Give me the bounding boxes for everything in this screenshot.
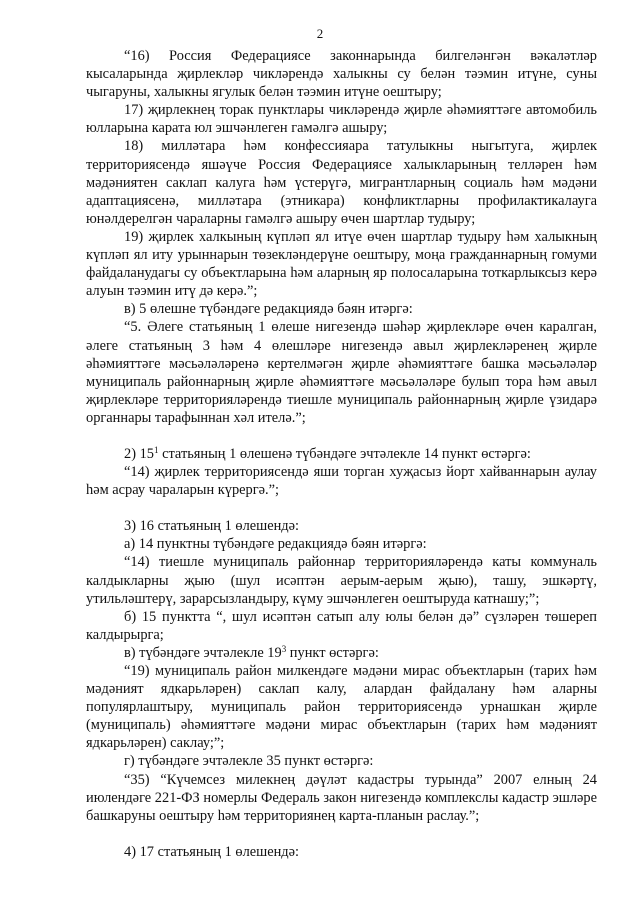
paragraph: “35) “Күчемсез милекнең дәүләт кадастры турында” 2007 елның 24 июлендәге 221-ФЗ номерлы Федераль закон нигезендә комплекслы кадастр эшләре башкаруны оештыру һәм территориянең карта-планын раслау.”; (86, 771, 597, 824)
paragraph: “16) Россия Федерациясе законнарында билгеләнгән вәкаләтләр кысаларында җирлекләр чикләрендә халыкны су белән тәэмин итүне, суны чыгаруны, халыкны ягулык белән тәэмин итүне оештыру; (86, 48, 597, 101)
paragraph-text: в) түбәндәге эчтәлекле 19 (124, 644, 282, 661)
paragraph (86, 644, 597, 662)
paragraph-text: статьяның 1 өлешенә түбәндәге эчтәлекле 14 пункт өстәргә: (158, 445, 531, 462)
paragraph: 3) 16 статьяның 1 өлешендә: (124, 518, 300, 535)
paragraph: “19) муниципаль район милкендәге мәдәни мирас объектларын (тарих һәм мәдәният ядкарьләрен) саклап калу, алардан файдалану һәм аларны популярлаштыру, муниципаль район территориясендә урнашкан җирле (муниципаль) әһәмияттәге мәдәни мирас объектларын (тарих һәм мәдәният ядкарьләрен) саклау;”; (86, 663, 597, 752)
paragraph: 18) милләтара һәм конфессияара татулыкны ныгытуга, җирлек территориясендә яшәүче Россия Федерациясе халыкларының телләрен һәм мәдәниятен саклап калуга һәм үстерүгә, мигрантларның социаль һәм мәдәни адаптациясенә, милләтара (этникара) конфликтларны профилактикалауга юнәлдерелгән чараларны гамәлгә ашыру өчен шартлар тудыру; (86, 138, 597, 227)
superscript: 1 (153, 445, 159, 456)
paragraph-text: пункт өстәргә: (286, 644, 379, 661)
paragraph: б) 15 пунктта “, шул исәптән сатып алу юлы белән дә” сүзләрен төшереп калдырырга; (86, 608, 597, 643)
document-body (86, 47, 597, 861)
page-number: 2 (316, 26, 324, 41)
paragraph: “14) җирлек территориясендә яши торган хуҗасыз йорт хайваннарын аулау һәм асрау чараларын күрергә.”; (86, 464, 597, 499)
paragraph: г) түбәндәге эчтәлекле 35 пункт өстәргә: (124, 753, 374, 770)
paragraph: в) 5 өлешне түбәндәге редакциядә бәян итәргә: (124, 301, 413, 318)
paragraph-gap (86, 825, 597, 843)
superscript: 3 (281, 644, 287, 655)
paragraph-text: 2) 15 (124, 445, 154, 462)
paragraph: 19) җирлек халкының күпләп ял итүе өчен шартлар тудыру һәм халыкның күпләп ял иту урыннарын төзекләндерүне оештыру, моңа гражданнарның гомуми файдаланудагы су объектларына һәм аларның яр полосаларына тоткарлыксыз керә алуын тәэмин итү дә керә.”; (86, 228, 597, 300)
paragraph: 4) 17 статьяның 1 өлешендә: (124, 843, 300, 860)
paragraph-gap (86, 499, 597, 517)
paragraph: а) 14 пунктны түбәндәге редакциядә бәян итәргә: (124, 536, 427, 553)
paragraph: 17) җирлекнең торак пунктлары чикләрендә җирле әһәмияттәге автомобиль юлларына карата юл эшчәнлеген гамәлгә ашыру; (86, 102, 597, 137)
paragraph (86, 445, 597, 463)
paragraph: “14) тиешле муниципаль районнар территорияләрендә каты коммуналь калдыкларны җыю (шул исәптән аерым-аерым җыю), ташу, эшкәртү, утильләштерү, зарарсызландыру, күму эшчәнлеген оештыруда катнашу;”; (86, 554, 597, 607)
paragraph-gap (86, 427, 597, 445)
paragraph: “5. Әлеге статьяның 1 өлеше нигезендә шәһәр җирлекләре өчен каралган, әлеге статьяның 3 һәм 4 өлешләре нигезендә авыл җирлекләренең җирле әһәмияттәге мәсьәләләренә кертелмәгән җирле әһәмияттәге башка мәсьәләләр муниципаль районнарның җирле әһәмияттәге мәсьәләләре булып тора һәм авыл җирлекләре территорияләрендә тиешле муниципаль районнарның җирле үзидарә органнары тарафыннан хәл ителә.”; (86, 319, 597, 426)
